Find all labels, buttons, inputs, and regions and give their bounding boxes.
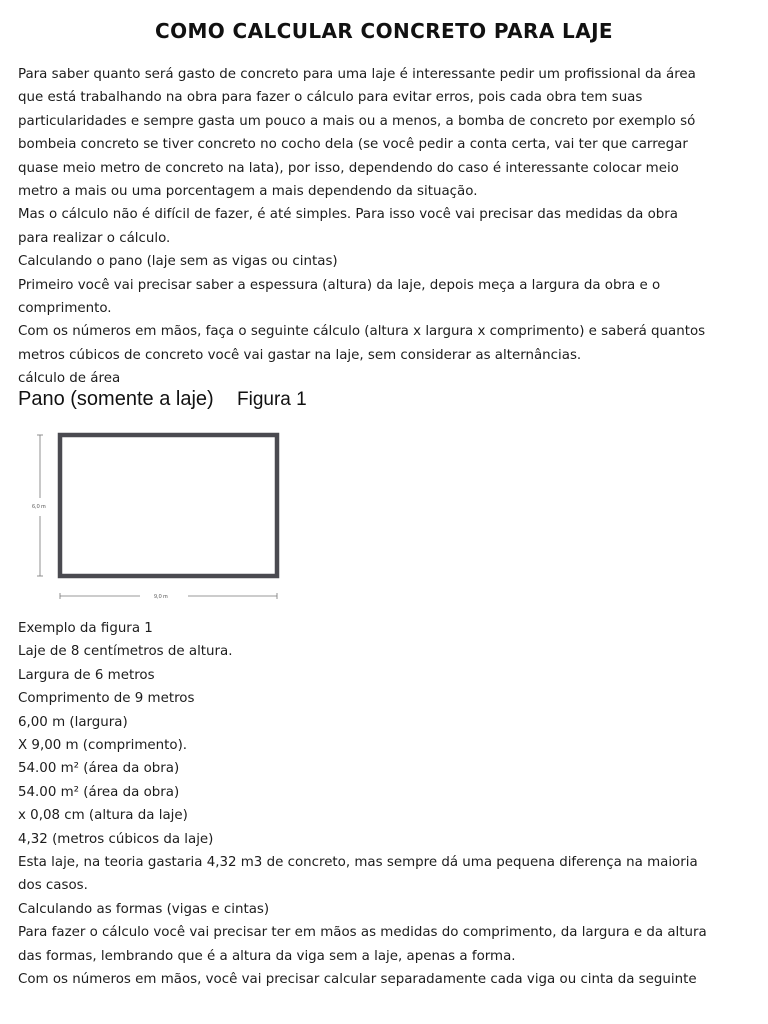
intro-text xyxy=(18,63,750,391)
text-line: Para saber quanto será gasto de concreto para uma laje é interessante pedir um profissional da área xyxy=(18,67,696,82)
example-text xyxy=(18,617,750,992)
text-line: Comprimento de 9 metros xyxy=(18,691,195,707)
text-line: x 0,08 cm (altura da laje) xyxy=(18,808,188,824)
text-line: particularidades e sempre gasta um pouco a mais ou a menos, a bomba de concreto por exemplo só xyxy=(18,113,696,129)
text-line: Calculando as formas (vigas e cintas) xyxy=(18,901,270,917)
text-line: para realizar o cálculo. xyxy=(18,230,171,246)
text-line: metros cúbicos de concreto você vai gastar na laje, sem considerar as alternâncias. xyxy=(18,347,582,363)
text-line: Esta laje, na teoria gastaria 4,32 m3 de concreto, mas sempre dá uma pequena diferença na maioria xyxy=(18,855,698,871)
height-dimension-label: 6,0 m xyxy=(32,504,46,510)
figure-label: Pano (somente a laje) xyxy=(18,388,214,410)
text-line: X 9,00 m (comprimento). xyxy=(18,738,188,754)
slab-figure xyxy=(18,418,310,608)
figure-number: Figura 1 xyxy=(237,389,307,410)
text-line: Com os números em mãos, faça o seguinte cálculo (altura x largura x comprimento) e saberá quantos xyxy=(18,324,706,340)
text-line: 6,00 m (largura) xyxy=(18,714,128,730)
width-dimension-label: 9,0 m xyxy=(154,594,168,600)
text-line: Largura de 6 metros xyxy=(18,667,155,683)
text-line: quase meio metro de concreto na lata), por isso, dependendo do caso é interessante colocar meio xyxy=(18,160,679,176)
text-line: cálculo de área xyxy=(18,371,121,387)
document-title: COMO CALCULAR CONCRETO PARA LAJE xyxy=(155,19,613,43)
text-line: Primeiro você vai precisar saber a espessura (altura) da laje, depois meça a largura da obra e o xyxy=(18,277,661,293)
text-line: metro a mais ou uma porcentagem a mais dependendo da situação. xyxy=(18,184,478,200)
slab-diagram xyxy=(18,418,310,608)
text-line: Para fazer o cálculo você vai precisar ter em mãos as medidas do comprimento, da largura e da altura xyxy=(18,925,707,941)
text-line: comprimento. xyxy=(18,301,112,317)
text-line: 54.00 m² (área da obra) xyxy=(18,761,180,777)
text-line: bombeia concreto se tiver concreto no cocho dela (se você pedir a conta certa, vai ter que carregar xyxy=(18,137,688,153)
text-line: dos casos. xyxy=(18,878,88,894)
text-line: Mas o cálculo não é difícil de fazer, é até simples. Para isso você vai precisar das medidas da obra xyxy=(18,207,679,223)
text-line: 4,32 (metros cúbicos da laje) xyxy=(18,831,214,847)
text-line: Laje de 8 centímetros de altura. xyxy=(18,644,233,660)
text-line: que está trabalhando na obra para fazer o cálculo para evitar erros, pois cada obra tem suas xyxy=(18,90,643,106)
text-line: Com os números em mãos, você vai precisar calcular separadamente cada viga ou cinta da seguinte xyxy=(18,972,697,988)
text-line: das formas, lembrando que é a altura da viga sem a laje, apenas a forma. xyxy=(18,948,516,964)
text-line: Calculando o pano (laje sem as vigas ou cintas) xyxy=(18,254,338,270)
text-line: Exemplo da figura 1 xyxy=(18,621,153,636)
text-line: 54.00 m² (área da obra) xyxy=(18,784,180,800)
